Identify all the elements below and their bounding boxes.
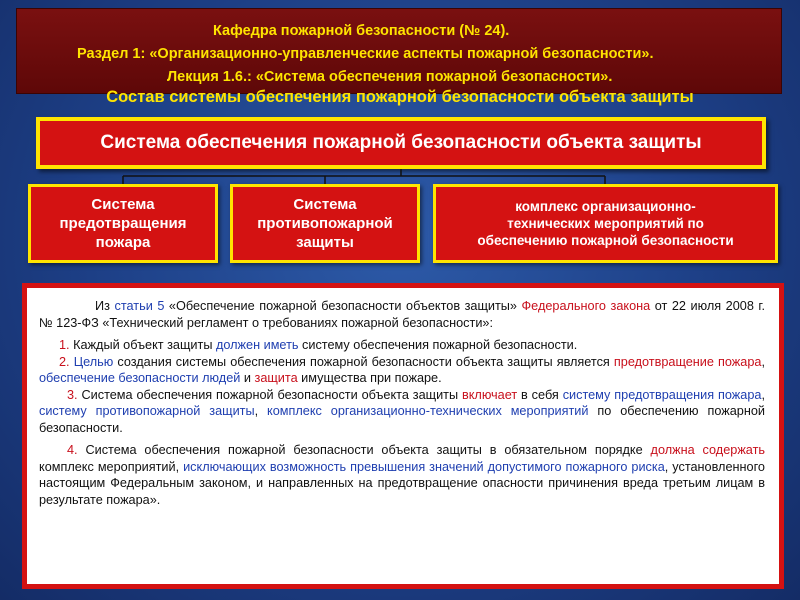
law-text-panel [22,283,784,589]
org-tech-measures-box: комплекс организационно- технических мероприятий по обеспечению пожарной безопасности [433,184,778,263]
item-3: 3. Система обеспечения пожарной безопасности объекта защиты включает в себя систему предотвращения пожара, систему противопожарной защиты, комплекс организационно-технических мероприятий по обеспечению пожарной безопасности. [39,387,765,435]
slide-subtitle: Состав системы обеспечения пожарной безопасности объекта защиты [106,88,694,106]
item-4: 4. Система обеспечения пожарной безопасности объекта защиты в обязательном порядке должна содержать комплекс мероприятий, исключающих возможность превышения значений допустимого пожарного риска, установленного настоящим Федеральным законом, и направленных на предотвращение опасности причинения вреда третьим лицам в результате пожара». [39,443,765,507]
main-system-box: Система обеспечения пожарной безопасности объекта защиты [36,117,766,169]
intro-paragraph: Из статьи 5 «Обеспечение пожарной безопасности объектов защиты» Федерального закона от 22 июля 2008 г. № 123-ФЗ «Технический регламент о требованиях пожарной безопасности»: [39,299,766,330]
header-department: Кафедра пожарной безопасности (№ 24). [213,23,510,39]
header-section: Раздел 1: «Организационно-управленческие аспекты пожарной безопасности». [77,46,654,62]
fire-protection-box: Система противопожарной защиты [230,184,420,263]
fire-prevention-box: Система предотвращения пожара [28,184,218,263]
header-lecture: Лекция 1.6.: «Система обеспечения пожарной безопасности». [167,69,613,85]
item-1: 1. Каждый объект защиты должен иметь систему обеспечения пожарной безопасности. [59,338,578,352]
item-2: 2. Целью создания системы обеспечения пожарной безопасности объекта защиты является предотвращение пожара, обеспечение безопасности людей и защита имущества при пожаре. [39,354,765,385]
